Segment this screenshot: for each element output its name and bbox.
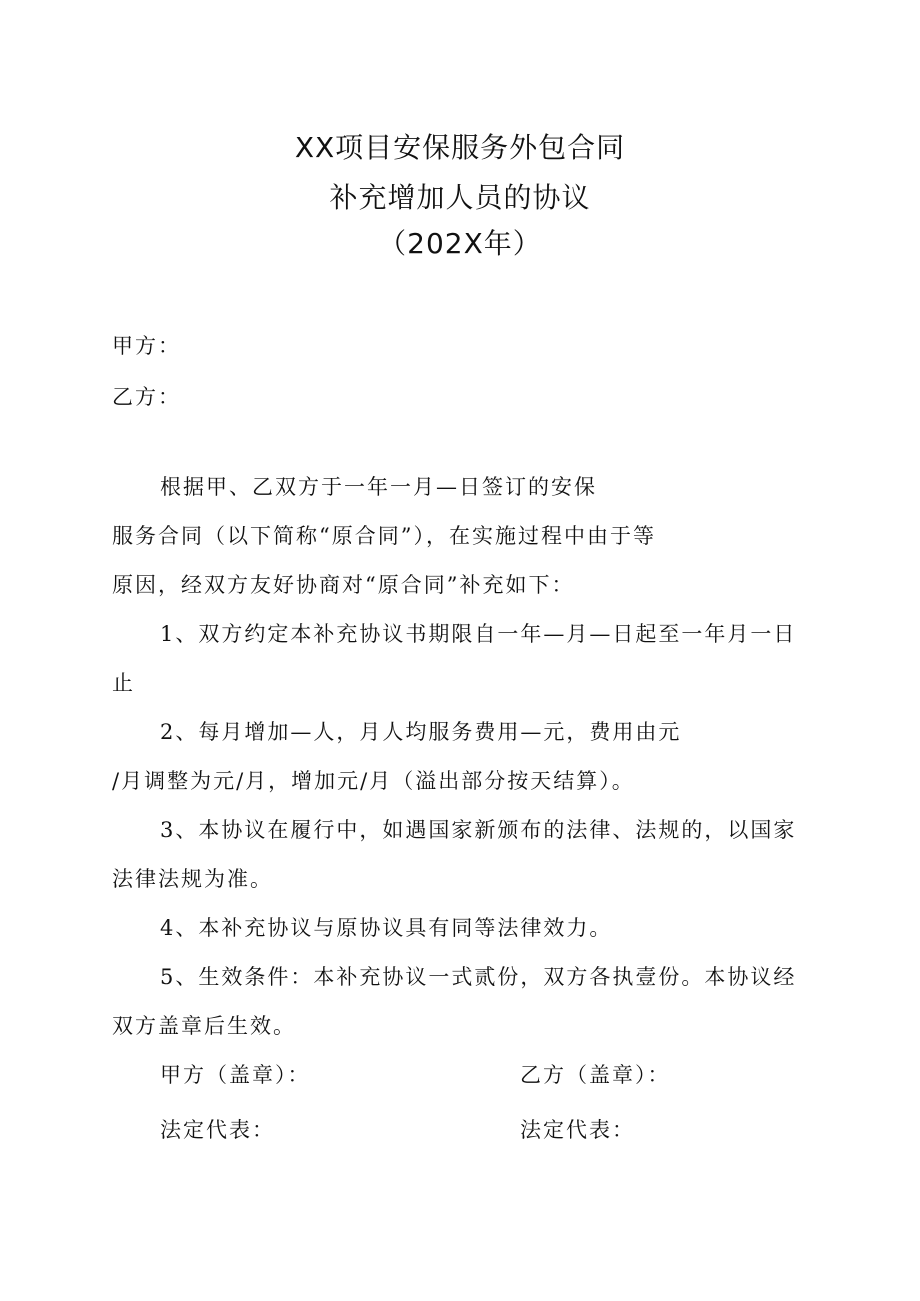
party-a-label: 甲方： (112, 334, 181, 358)
item-1-line-2: 止 (112, 671, 135, 695)
party-b-label: 乙方： (112, 385, 181, 409)
item-1-line-1: 1、双方约定本补充协议书期限自一年—月—日起至一年月一日 (160, 622, 797, 646)
item-4-line-1: 4、本补充协议与原协议具有同等法律效力。 (160, 916, 613, 940)
item-3-line-2: 法律法规为准。 (112, 867, 273, 891)
intro-line-1: 根据甲、乙双方于一年一月—日签订的安保 (160, 475, 597, 499)
intro-line-2: 服务合同（以下简称“原合同”），在实施过程中由于等 (112, 524, 656, 548)
item-2-line-1: 2、每月增加—人，月人均服务费用—元，费用由元 (160, 720, 682, 744)
party-b-seal-label: 乙方（盖章）： (520, 1063, 671, 1087)
item-3-line-1: 3、本协议在履行中，如遇国家新颁布的法律、法规的，以国家 (160, 818, 797, 842)
title-line-2: 补充增加人员的协议 (329, 181, 591, 214)
title-line-1: XX项目安保服务外包合同 (294, 131, 626, 164)
party-b-representative-label: 法定代表： (520, 1118, 635, 1142)
party-a-seal-label: 甲方（盖章）： (160, 1063, 311, 1087)
item-5-line-2: 双方盖章后生效。 (112, 1014, 296, 1038)
item-2-line-2: /月调整为元/月，增加元/月（溢出部分按天结算）。 (112, 769, 635, 793)
item-5-line-1: 5、生效条件：本补充协议一式贰份，双方各执壹份。本协议经 (160, 965, 797, 989)
intro-line-3: 原因，经双方友好协商对“原合同”补充如下： (112, 573, 575, 597)
title-line-3: （202X年） (378, 227, 542, 260)
party-a-representative-label: 法定代表： (160, 1118, 275, 1142)
